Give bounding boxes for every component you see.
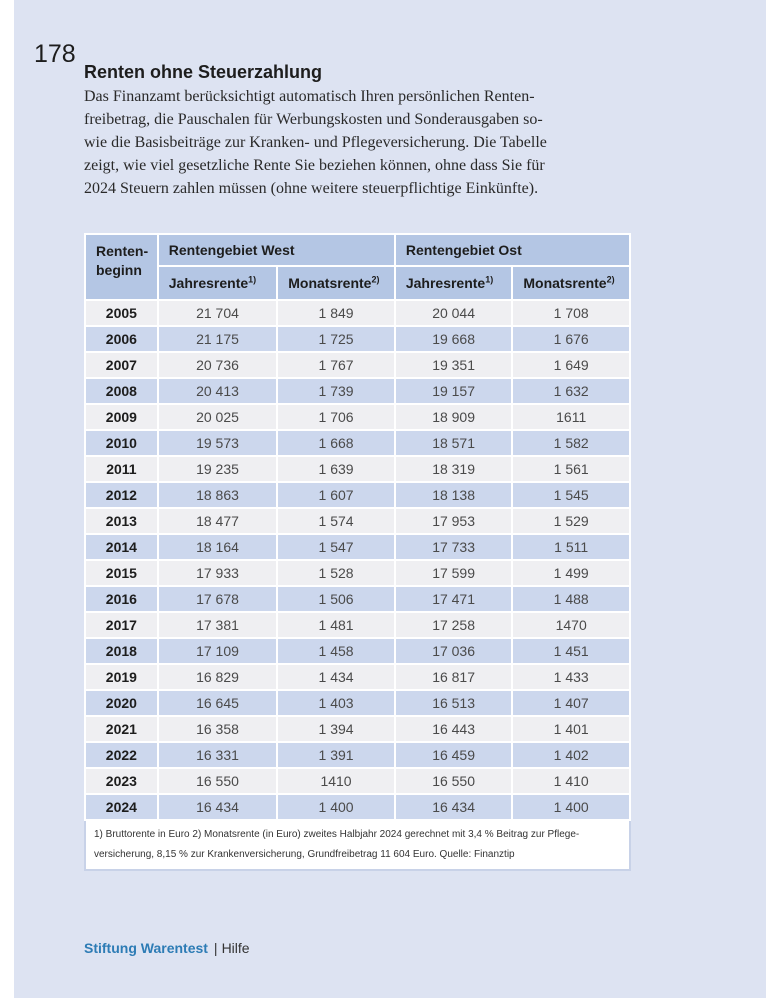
west-monatsrente-cell: 1 739 [277, 378, 395, 404]
ost-jahresrente-cell: 20 044 [395, 300, 513, 326]
ost-monatsrente-cell: 1 401 [512, 716, 630, 742]
footer-brand: Stiftung Warentest [84, 940, 208, 956]
ost-jahresrente-cell: 19 351 [395, 352, 513, 378]
ost-jahresrente-cell: 17 258 [395, 612, 513, 638]
header-label: Jahresrente [168, 275, 249, 291]
header-label: Monatsrente [288, 275, 372, 291]
west-jahresrente-cell: 21 704 [158, 300, 277, 326]
west-jahresrente-cell: 18 863 [158, 482, 277, 508]
ost-monatsrente-cell: 1470 [512, 612, 630, 638]
west-monatsrente-cell: 1 849 [277, 300, 395, 326]
west-jahresrente-cell: 17 933 [158, 560, 277, 586]
header-ost-monatsrente [512, 266, 630, 300]
west-monatsrente-cell: 1 458 [277, 638, 395, 664]
year-cell: 2018 [85, 638, 158, 664]
ost-monatsrente-cell: 1 545 [512, 482, 630, 508]
footnote-marker: 1) [248, 274, 257, 285]
west-jahresrente-cell: 16 358 [158, 716, 277, 742]
intro-line: zeigt, wie viel gesetzliche Rente Sie beziehen können, ohne dass Sie für [84, 157, 545, 174]
footer-subtitle: Hilfe [221, 940, 250, 956]
ost-monatsrente-cell: 1 632 [512, 378, 630, 404]
table-row [85, 690, 630, 716]
intro-line: freibetrag, die Pauschalen für Werbungskosten und Sonderausgaben so- [84, 111, 543, 128]
footnote-marker: 2) [371, 274, 380, 285]
table-row [85, 612, 630, 638]
west-monatsrente-cell: 1 706 [277, 404, 395, 430]
table-row [85, 560, 630, 586]
ost-monatsrente-cell: 1 400 [512, 794, 630, 820]
table-row [85, 716, 630, 742]
table-row [85, 300, 630, 326]
header-year-line2: beginn [96, 262, 142, 278]
ost-monatsrente-cell: 1 407 [512, 690, 630, 716]
header-ost-jahresrente [395, 266, 513, 300]
year-cell: 2020 [85, 690, 158, 716]
table-row [85, 482, 630, 508]
header-west-jahresrente [158, 266, 277, 300]
ost-monatsrente-cell: 1 649 [512, 352, 630, 378]
table-row [85, 664, 630, 690]
footer-separator: | [213, 940, 218, 956]
table-row [85, 638, 630, 664]
year-cell: 2019 [85, 664, 158, 690]
table-row [85, 404, 630, 430]
year-cell: 2013 [85, 508, 158, 534]
header-label: Jahresrente [405, 275, 486, 291]
ost-monatsrente-cell: 1 410 [512, 768, 630, 794]
west-jahresrente-cell: 16 645 [158, 690, 277, 716]
west-monatsrente-cell: 1 574 [277, 508, 395, 534]
ost-jahresrente-cell: 16 434 [395, 794, 513, 820]
table-header [85, 234, 630, 300]
ost-monatsrente-cell: 1 402 [512, 742, 630, 768]
header-label: Monatsrente [523, 275, 607, 291]
table-row [85, 534, 630, 560]
footnote-marker: 1) [485, 274, 494, 285]
table-row [85, 326, 630, 352]
ost-jahresrente-cell: 17 036 [395, 638, 513, 664]
table-row [85, 508, 630, 534]
header-rentenbeginn [85, 234, 158, 300]
ost-jahresrente-cell: 18 319 [395, 456, 513, 482]
west-jahresrente-cell: 16 550 [158, 768, 277, 794]
ost-jahresrente-cell: 16 443 [395, 716, 513, 742]
west-monatsrente-cell: 1 668 [277, 430, 395, 456]
ost-jahresrente-cell: 17 471 [395, 586, 513, 612]
year-cell: 2008 [85, 378, 158, 404]
table-row [85, 768, 630, 794]
west-jahresrente-cell: 16 434 [158, 794, 277, 820]
west-monatsrente-cell: 1 403 [277, 690, 395, 716]
west-jahresrente-cell: 16 331 [158, 742, 277, 768]
west-monatsrente-cell: 1 506 [277, 586, 395, 612]
ost-monatsrente-cell: 1 676 [512, 326, 630, 352]
ost-jahresrente-cell: 19 668 [395, 326, 513, 352]
west-monatsrente-cell: 1 528 [277, 560, 395, 586]
west-monatsrente-cell: 1 391 [277, 742, 395, 768]
ost-jahresrente-cell: 16 459 [395, 742, 513, 768]
ost-monatsrente-cell: 1 488 [512, 586, 630, 612]
year-cell: 2017 [85, 612, 158, 638]
west-monatsrente-cell: 1 394 [277, 716, 395, 742]
west-jahresrente-cell: 20 736 [158, 352, 277, 378]
ost-jahresrente-cell: 16 513 [395, 690, 513, 716]
intro-line: Das Finanzamt berücksichtigt automatisch Ihren persönlichen Renten- [84, 88, 535, 105]
year-cell: 2024 [85, 794, 158, 820]
ost-jahresrente-cell: 18 138 [395, 482, 513, 508]
west-monatsrente-cell: 1 547 [277, 534, 395, 560]
ost-monatsrente-cell: 1 451 [512, 638, 630, 664]
west-monatsrente-cell: 1 725 [277, 326, 395, 352]
year-cell: 2012 [85, 482, 158, 508]
header-rentengebiet-west: Rentengebiet West [158, 234, 395, 266]
year-cell: 2007 [85, 352, 158, 378]
table-footnote [85, 820, 630, 870]
table-body [85, 300, 630, 820]
table-row [85, 742, 630, 768]
year-cell: 2009 [85, 404, 158, 430]
ost-monatsrente-cell: 1 529 [512, 508, 630, 534]
year-cell: 2016 [85, 586, 158, 612]
footnote-marker: 2) [606, 274, 615, 285]
year-cell: 2006 [85, 326, 158, 352]
ost-monatsrente-cell: 1 499 [512, 560, 630, 586]
ost-monatsrente-cell: 1 433 [512, 664, 630, 690]
page-margin-strip [0, 0, 14, 998]
table-row [85, 352, 630, 378]
year-cell: 2011 [85, 456, 158, 482]
section-heading: Renten ohne Steuerzahlung [84, 62, 323, 82]
year-cell: 2023 [85, 768, 158, 794]
table-row [85, 430, 630, 456]
west-monatsrente-cell: 1 481 [277, 612, 395, 638]
table-row [85, 378, 630, 404]
year-cell: 2014 [85, 534, 158, 560]
west-jahresrente-cell: 19 235 [158, 456, 277, 482]
year-cell: 2005 [85, 300, 158, 326]
west-jahresrente-cell: 17 678 [158, 586, 277, 612]
ost-jahresrente-cell: 16 550 [395, 768, 513, 794]
footnote-line: 1) Bruttorente in Euro 2) Monatsrente (in Euro) zweites Halbjahr 2024 gerechnet mit 3,4 % Beitrag zur Pflege- [94, 829, 580, 840]
ost-jahresrente-cell: 17 953 [395, 508, 513, 534]
page-footer [84, 940, 250, 956]
pension-table [84, 233, 631, 871]
ost-monatsrente-cell: 1 511 [512, 534, 630, 560]
table-row [85, 586, 630, 612]
west-jahresrente-cell: 16 829 [158, 664, 277, 690]
year-cell: 2015 [85, 560, 158, 586]
west-monatsrente-cell: 1 400 [277, 794, 395, 820]
year-cell: 2010 [85, 430, 158, 456]
west-monatsrente-cell: 1 434 [277, 664, 395, 690]
west-jahresrente-cell: 20 025 [158, 404, 277, 430]
west-jahresrente-cell: 17 109 [158, 638, 277, 664]
west-jahresrente-cell: 21 175 [158, 326, 277, 352]
table-row [85, 456, 630, 482]
year-cell: 2022 [85, 742, 158, 768]
ost-monatsrente-cell: 1 561 [512, 456, 630, 482]
west-jahresrente-cell: 19 573 [158, 430, 277, 456]
page-number: 178 [34, 40, 76, 68]
ost-jahresrente-cell: 18 909 [395, 404, 513, 430]
footnote-line: versicherung, 8,15 % zur Krankenversicherung, Grundfreibetrag 11 604 Euro. Quelle: Finanztip [94, 849, 515, 860]
ost-jahresrente-cell: 18 571 [395, 430, 513, 456]
west-jahresrente-cell: 17 381 [158, 612, 277, 638]
intro-line: 2024 Steuern zahlen müssen (ohne weitere steuerpflichtige Einkünfte). [84, 180, 539, 197]
west-monatsrente-cell: 1 607 [277, 482, 395, 508]
intro-line: wie die Basisbeiträge zur Kranken- und Pflegeversicherung. Die Tabelle [84, 134, 547, 151]
ost-monatsrente-cell: 1 582 [512, 430, 630, 456]
west-monatsrente-cell: 1 639 [277, 456, 395, 482]
west-jahresrente-cell: 18 164 [158, 534, 277, 560]
table-row [85, 794, 630, 820]
west-jahresrente-cell: 20 413 [158, 378, 277, 404]
year-cell: 2021 [85, 716, 158, 742]
header-year-line1: Renten- [96, 243, 149, 259]
ost-jahresrente-cell: 17 733 [395, 534, 513, 560]
west-jahresrente-cell: 18 477 [158, 508, 277, 534]
ost-jahresrente-cell: 17 599 [395, 560, 513, 586]
ost-monatsrente-cell: 1 708 [512, 300, 630, 326]
west-monatsrente-cell: 1 767 [277, 352, 395, 378]
header-west-monatsrente [277, 266, 395, 300]
ost-jahresrente-cell: 19 157 [395, 378, 513, 404]
ost-jahresrente-cell: 16 817 [395, 664, 513, 690]
west-monatsrente-cell: 1410 [277, 768, 395, 794]
header-rentengebiet-ost: Rentengebiet Ost [395, 234, 630, 266]
footnote-cell [85, 820, 630, 870]
ost-monatsrente-cell: 1611 [512, 404, 630, 430]
intro-paragraph [84, 85, 594, 200]
